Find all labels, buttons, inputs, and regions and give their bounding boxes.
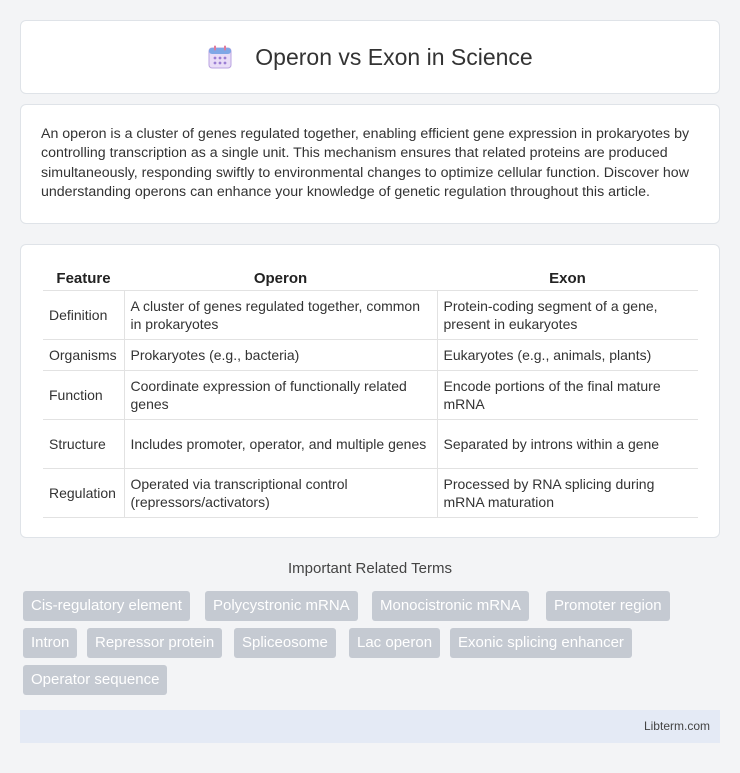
related-term-tag[interactable]: Operator sequence — [23, 665, 167, 695]
related-term-tag[interactable]: Cis-regulatory element — [23, 591, 190, 621]
table-cell: Regulation — [43, 468, 124, 517]
footer — [20, 710, 720, 743]
table-cell: Separated by introns within a gene — [437, 419, 698, 468]
table-cell: Protein-coding segment of a gene, present in eukaryotes — [437, 290, 698, 339]
column-header: Exon — [437, 267, 698, 290]
intro-text: An operon is a cluster of genes regulated together, enabling efficient gene expression in prokaryotes by controlling transcription as a single unit. This mechanism ensures that related proteins are produced simultaneously, responding swiftly to environmental changes to optimize cellular function. Discover how understanding operons can enhance your knowledge of genetic regulation throughout this article. — [41, 126, 690, 200]
related-term-tag[interactable]: Spliceosome — [234, 628, 336, 658]
header-card — [20, 20, 720, 94]
related-term-tag[interactable]: Exonic splicing enhancer — [450, 628, 632, 658]
table-cell: Organisms — [43, 339, 124, 370]
column-header: Feature — [43, 267, 124, 290]
table-row — [43, 419, 698, 468]
table-row — [43, 339, 698, 370]
table-cell: Function — [43, 370, 124, 419]
related-terms-title: Important Related Terms — [288, 560, 452, 577]
calendar-icon — [207, 44, 233, 70]
table-header-row — [43, 267, 698, 290]
related-term-tag[interactable]: Polycystronic mRNA — [205, 591, 358, 621]
table-row — [43, 370, 698, 419]
related-term-tag[interactable]: Repressor protein — [87, 628, 222, 658]
comparison-table-card — [20, 244, 720, 538]
related-term-tag[interactable]: Intron — [23, 628, 77, 658]
footer-site-link[interactable]: Libterm.com — [643, 719, 710, 733]
table-cell: Operated via transcriptional control (repressors/activators) — [124, 468, 437, 517]
table-cell: A cluster of genes regulated together, common in prokaryotes — [124, 290, 437, 339]
table-cell: Structure — [43, 419, 124, 468]
related-term-tag[interactable]: Lac operon — [349, 628, 440, 658]
table-cell: Encode portions of the final mature mRNA — [437, 370, 698, 419]
comparison-table — [43, 267, 698, 518]
table-cell: Processed by RNA splicing during mRNA maturation — [437, 468, 698, 517]
related-term-tag[interactable]: Promoter region — [546, 591, 670, 621]
column-header: Operon — [124, 267, 437, 290]
page-title: Operon vs Exon in Science — [255, 43, 533, 70]
table-row — [43, 468, 698, 517]
intro-card — [20, 104, 720, 224]
related-term-tag[interactable]: Monocistronic mRNA — [372, 591, 529, 621]
table-cell: Prokaryotes (e.g., bacteria) — [124, 339, 437, 370]
table-cell: Eukaryotes (e.g., animals, plants) — [437, 339, 698, 370]
table-cell: Includes promoter, operator, and multiple genes — [124, 419, 437, 468]
table-cell: Definition — [43, 290, 124, 339]
table-row — [43, 290, 698, 339]
table-cell: Coordinate expression of functionally related genes — [124, 370, 437, 419]
